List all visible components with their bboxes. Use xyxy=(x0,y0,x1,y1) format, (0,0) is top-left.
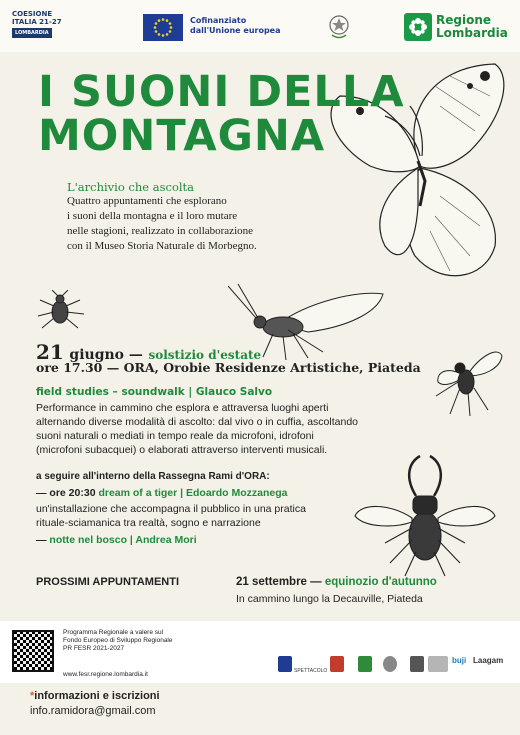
program-line: Fondo Europeo di Sviluppo Regionale xyxy=(63,637,173,644)
intro-line: nelle stagioni, realizzato in collaborazione xyxy=(67,225,254,237)
qr-code-icon[interactable] xyxy=(12,630,54,672)
coesione-badge: LOMBARDIA xyxy=(12,28,52,38)
regione-lombardia-text xyxy=(436,14,508,40)
upcoming-day: 21 settembre — xyxy=(236,576,322,588)
item1-description xyxy=(36,502,356,530)
intro-paragraph xyxy=(67,194,287,254)
item1-description-line: rituale-sciamanica tra realtà, sogno e narrazione xyxy=(36,517,261,529)
eu-flag-icon xyxy=(143,14,183,41)
performance-title: field studies – soundwalk | Glauco Salvo xyxy=(36,386,273,398)
intro-line: con il Museo Storia Naturale di Morbegno. xyxy=(67,240,257,252)
park-logo-icon xyxy=(358,656,372,672)
asterisk-icon: * xyxy=(30,690,35,702)
info-heading xyxy=(30,690,160,702)
regione-lombardia-logo-icon xyxy=(404,13,432,41)
description-line: suoni naturali o mediati in tempo reale da microfoni, idrofoni xyxy=(36,430,314,442)
coesione-logo xyxy=(12,10,82,38)
description-line: alternando diverse modalità di ascolto: dal vivo o in cuffia, ascoltando xyxy=(36,416,358,428)
follow-up-heading: a seguire all'interno della Rassegna Rami d'ORA: xyxy=(36,471,270,482)
circle-logo-icon xyxy=(383,656,397,672)
upcoming-place: In cammino lungo la Decauville, Piateda xyxy=(236,593,423,605)
eu-cofinancing-text xyxy=(190,16,281,36)
item1-time: — ore 20:30 xyxy=(36,487,96,499)
event-time-location: ore 17.30 — ORA, Orobie Residenze Artistiche, Piateda xyxy=(36,360,421,375)
fesr-url-link[interactable]: www.fesr.regione.lombardia.it xyxy=(63,671,148,678)
upcoming-date xyxy=(236,576,437,588)
event-month: giugno — xyxy=(69,347,143,363)
description-line: Performance in cammino che esplora e attraversa luoghi aperti xyxy=(36,402,329,414)
program-line: Programma Regionale a valere sul xyxy=(63,629,164,636)
municipality-crest-icon xyxy=(330,656,344,672)
upcoming-season: equinozio d'autunno xyxy=(324,576,437,588)
fly-illustration xyxy=(430,336,505,416)
item2-dash: — xyxy=(36,534,47,546)
follow-item-2 xyxy=(36,534,197,546)
residenze-logo-icon xyxy=(428,656,448,672)
partner-buji: buji xyxy=(452,656,467,665)
coesione-line1: COESIONE xyxy=(12,10,53,18)
program-line: PR FESR 2021-2027 xyxy=(63,645,125,652)
region-line2: Lombardia xyxy=(436,26,508,40)
beetle-small-illustration xyxy=(34,290,88,334)
item2-title: notte nel bosco | Andrea Mori xyxy=(49,534,197,546)
event-day: 21 xyxy=(36,340,64,364)
eu-line1: Cofinanziato xyxy=(190,16,247,25)
contact-email-link[interactable]: info.ramidora@gmail.com xyxy=(30,705,156,717)
eu-line2: dall'Unione europea xyxy=(190,26,281,35)
region-line1: Regione xyxy=(436,13,492,27)
intro-line: i suoni della montagna e il loro mutare xyxy=(67,210,238,222)
poster-title xyxy=(38,67,418,161)
intro-line: Quattro appuntamenti che esplorano xyxy=(67,195,227,207)
info-heading-text: informazioni e iscrizioni xyxy=(34,690,160,702)
italian-republic-emblem-icon xyxy=(328,13,350,40)
partner-spettacolo: SPETTACOLO xyxy=(294,668,328,674)
stag-beetle-illustration xyxy=(350,448,500,578)
museum-logo-icon xyxy=(410,656,424,672)
title-line2: MONTAGNA xyxy=(38,111,326,161)
upcoming-heading: PROSSIMI APPUNTAMENTI xyxy=(36,576,180,588)
title-line1: I SUONI DELLA xyxy=(38,67,405,117)
item1-description-line: un'installazione che accompagna il pubblico in una pratica xyxy=(36,503,306,515)
description-line: (microfoni subacquei) o elaborati attraverso interventi musicali. xyxy=(36,444,328,456)
program-text xyxy=(63,629,213,653)
event-season: solstizio d'estate xyxy=(148,348,262,362)
item1-title: dream of a tiger | Edoardo Mozzanega xyxy=(98,487,288,499)
follow-item-1 xyxy=(36,487,288,499)
subtitle: L'archivio che ascolta xyxy=(67,180,195,194)
partner-laagam: Laagam xyxy=(473,656,504,665)
performance-description xyxy=(36,401,381,457)
ministry-logo-icon xyxy=(278,656,292,672)
coesione-line2: ITALIA 21-27 xyxy=(12,18,62,26)
